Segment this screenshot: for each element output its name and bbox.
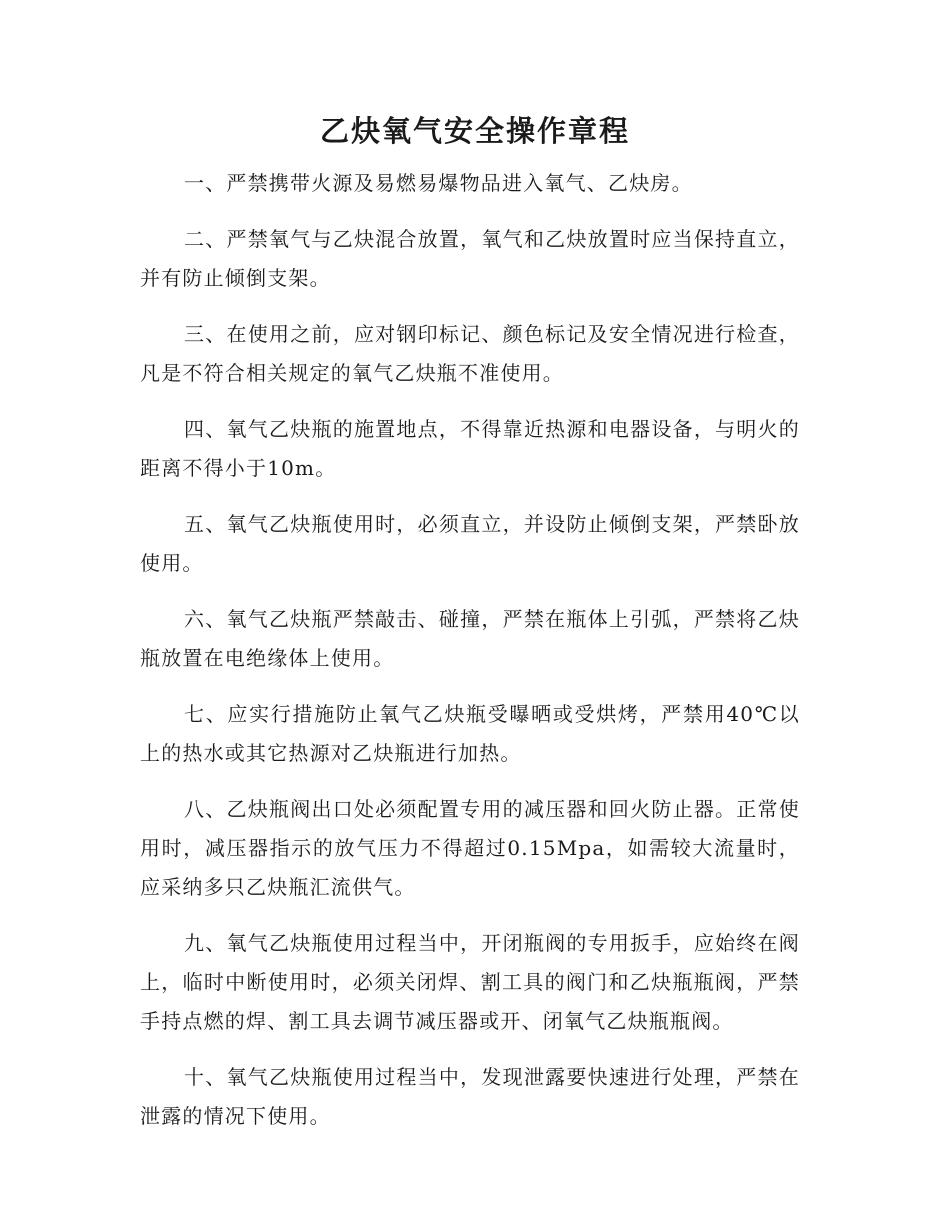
paragraph-5: 五、氧气乙炔瓶使用时，必须直立，并设防止倾倒支架，严禁卧放使用。 xyxy=(140,512,800,575)
paragraph-1: 一、严禁携带火源及易燃易爆物品进入氧气、乙炔房。 xyxy=(184,171,693,195)
paragraph-3: 三、在使用之前，应对钢印标记、颜色标记及安全情况进行检查，凡是不符合相关规定的氧气乙炔瓶不准使用。 xyxy=(140,322,800,385)
paragraph-2: 二、严禁氧气与乙炔混合放置，氧气和乙炔放置时应当保持直立，并有防止倾倒支架。 xyxy=(140,227,800,290)
paragraph-4: 四、氧气乙炔瓶的施置地点，不得靠近热源和电器设备，与明火的距离不得小于10m。 xyxy=(140,417,800,480)
document-body xyxy=(140,164,800,1153)
paragraph-9: 九、氧气乙炔瓶使用过程当中，开闭瓶阀的专用扳手，应始终在阀上，临时中断使用时，必须关闭焊、割工具的阀门和乙炔瓶瓶阀，严禁手持点燃的焊、割工具去调节减压器或开、闭氧气乙炔瓶瓶阀。 xyxy=(140,931,800,1033)
paragraph-6: 六、氧气乙炔瓶严禁敲击、碰撞，严禁在瓶体上引弧，严禁将乙炔瓶放置在电绝缘体上使用。 xyxy=(140,607,800,670)
paragraph-7: 七、应实行措施防止氧气乙炔瓶受曝晒或受烘烤，严禁用40℃以上的热水或其它热源对乙炔瓶进行加热。 xyxy=(140,702,800,765)
page-title: 乙炔氧气安全操作章程 xyxy=(319,114,630,148)
paragraph-10: 十、氧气乙炔瓶使用过程当中，发现泄露要快速进行处理，严禁在泄露的情况下使用。 xyxy=(140,1065,800,1128)
paragraph-8: 八、乙炔瓶阀出口处必须配置专用的减压器和回火防止器。正常使用时，减压器指示的放气压力不得超过0.15Mpa，如需较大流量时，应采纳多只乙炔瓶汇流供气。 xyxy=(140,797,800,899)
